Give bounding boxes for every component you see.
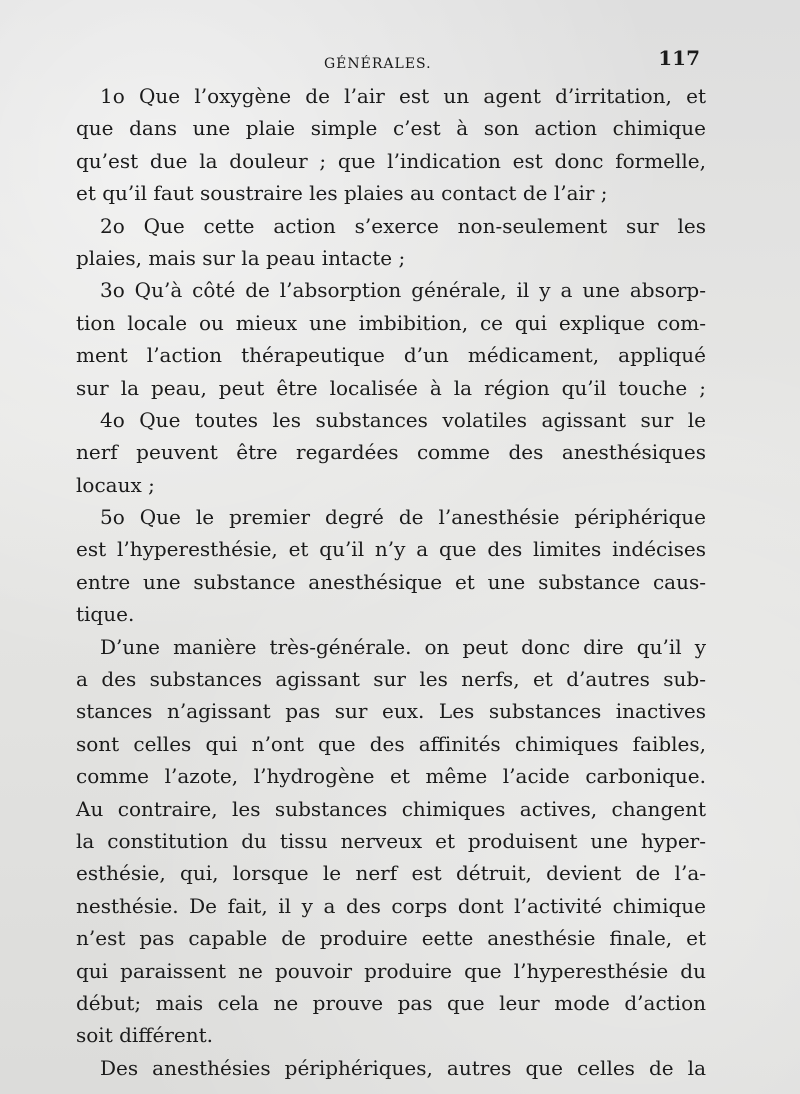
text-line: tique. [76, 602, 135, 627]
running-head [76, 46, 706, 80]
text-line: est l’hyperesthésie, et qu’il n’y a que des limites indécises [76, 537, 706, 562]
text-line: 4o Que toutes les substances volatiles agissant sur le [100, 407, 706, 432]
text-line: la constitution du tissu nerveux et produisent une hyper- [76, 828, 706, 853]
text-line: nerf peuvent être regardées comme des anesthésiques [76, 440, 706, 465]
running-title: GÉNÉRALES. [324, 56, 432, 72]
text-line: Au contraire, les substances chimiques actives, changent [76, 796, 706, 821]
text-line: a des substances agissant sur les nerfs, et d’autres sub- [76, 667, 706, 692]
text-line: comme l’azote, l’hydrogène et même l’acide carbonique. [76, 764, 706, 789]
text-line: que dans une plaie simple c’est à son action chimique [76, 116, 706, 141]
text-line: locaux ; [76, 472, 155, 497]
body-text [76, 80, 706, 1084]
text-line: plaies, mais sur la peau intacte ; [76, 245, 406, 270]
text-line: qui paraissent ne pouvoir produire que l’hyperesthésie du [76, 958, 706, 983]
text-line: 1o Que l’oxygène de l’air est un agent d’irritation, et [100, 84, 706, 108]
text-line: 5o Que le premier degré de l’anesthésie périphérique [100, 505, 706, 530]
text-line: 2o Que cette action s’exerce non-seulement sur les [100, 213, 706, 238]
text-line: sur la peau, peut être localisée à la région qu’il touche ; [76, 375, 706, 400]
text-line: tion locale ou mieux une imbibition, ce qui explique com- [76, 310, 706, 335]
text-line: Des anesthésies périphériques, autres que celles de la [100, 1055, 706, 1080]
text-line: qu’est due la douleur ; que l’indication est donc formelle, [76, 148, 706, 173]
text-line: nesthésie. De fait, il y a des corps dont l’activité chimique [76, 893, 706, 918]
page-number: 117 [658, 46, 700, 70]
text-line: esthésie, qui, lorsque le nerf est détruit, devient de l’a- [76, 861, 706, 886]
text-line: début; mais cela ne prouve pas que leur mode d’action [76, 990, 706, 1015]
text-line: sont celles qui n’ont que des affinités chimiques faibles, [76, 731, 706, 756]
text-line: et qu’il faut soustraire les plaies au contact de l’air ; [76, 181, 608, 206]
text-line: 3o Qu’à côté de l’absorption générale, il y a une absorp- [100, 278, 706, 303]
text-line: n’est pas capable de produire eette anesthésie finale, et [76, 926, 706, 951]
text-line: D’une manière très-générale. on peut donc dire qu’il y [100, 634, 706, 659]
text-line: soit différent. [76, 1023, 214, 1048]
text-line: stances n’agissant pas sur eux. Les substances inactives [76, 699, 706, 724]
text-line: ment l’action thérapeutique d’un médicament, appliqué [76, 343, 706, 368]
text-line: entre une substance anesthésique et une substance caus- [76, 569, 706, 594]
